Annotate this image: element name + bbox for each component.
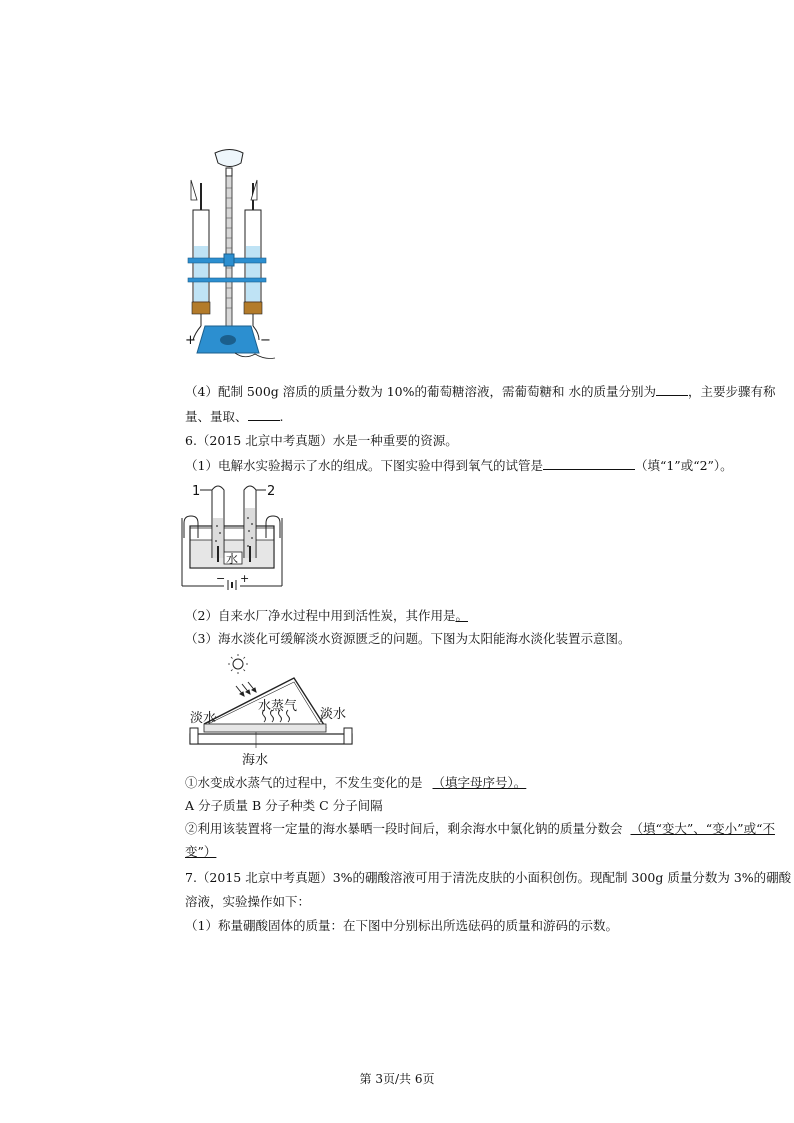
q7-title: 7.（2015 北京中考真题）3%的硼酸溶液可用于清洗皮肤的小面积创伤。现配制 300g 质量分数为 3%的硼酸 xyxy=(185,870,792,885)
fig2-fresh-right: 淡水 xyxy=(320,707,347,722)
q5-item4: （4）配制 500g 溶质的质量分数为 10%的葡萄糖溶液，需葡萄糖和 水的质量分别为 ，主要步骤有称 xyxy=(185,384,776,399)
q6-sub2-line2: 变”） xyxy=(185,844,217,859)
q6-sub2-answer-blank[interactable]: （填“变大”、“变小”或“不 xyxy=(630,821,775,836)
fig2-seawater: 海水 xyxy=(242,753,269,768)
q6-item2-answer-blank[interactable]: 。 xyxy=(455,608,468,623)
solar-desalination-figure xyxy=(186,652,356,770)
fig0-plus: + xyxy=(185,333,196,348)
q6-item3: （3）海水淡化可缓解淡水资源匮乏的问题。下图为太阳能海水淡化装置示意图。 xyxy=(185,631,631,646)
electrolysis-apparatus-figure xyxy=(185,148,285,363)
q6-title: 6.（2015 北京中考真题）水是一种重要的资源。 xyxy=(185,433,458,448)
fig1-water-label: 水 xyxy=(226,552,239,566)
q6-options: A 分子质量 B 分子种类 C 分子间隔 xyxy=(185,798,383,813)
fig1-label-1: 1 xyxy=(192,484,201,499)
fig1-label-2: 2 xyxy=(267,484,276,499)
fig2-fresh-left: 淡水 xyxy=(190,711,217,726)
q5-item4-line2: 量、量取、 . xyxy=(185,409,284,424)
q7-item1: （1）称量硼酸固体的质量：在下图中分别标出所选砝码的质量和游码的示数。 xyxy=(185,918,618,933)
answer-blank[interactable] xyxy=(543,456,635,470)
page-footer: 第 3页/共 6页 xyxy=(359,1072,435,1086)
fig0-minus: − xyxy=(260,333,271,348)
q6-item2: （2）自来水厂净水过程中用到活性炭，其作用是。 xyxy=(185,607,476,625)
q6-item1: （1）电解水实验揭示了水的组成。下图实验中得到氧气的试管是 （填“1”或“2”）。 xyxy=(185,458,733,473)
answer-blank[interactable] xyxy=(248,407,280,421)
q7-title-line2: 溶液，实验操作如下： xyxy=(185,894,311,909)
answer-blank[interactable] xyxy=(656,382,688,396)
q6-sub2: ②利用该装置将一定量的海水暴晒一段时间后，剩余海水中氯化钠的质量分数会 （填“变大”、“变小”或“不 xyxy=(185,821,775,836)
fig1-plus: + xyxy=(240,572,250,585)
fig2-vapor: 水蒸气 xyxy=(258,699,298,714)
q6-sub1-answer-blank[interactable]: （填字母序号）。 xyxy=(432,775,527,790)
q6-sub1: ①水变成水蒸气的过程中，不发生变化的是 （填字母序号）。 xyxy=(185,775,527,790)
water-electrolysis-figure xyxy=(182,478,292,590)
fig1-minus: − xyxy=(216,572,226,585)
sun-icon xyxy=(233,659,243,669)
